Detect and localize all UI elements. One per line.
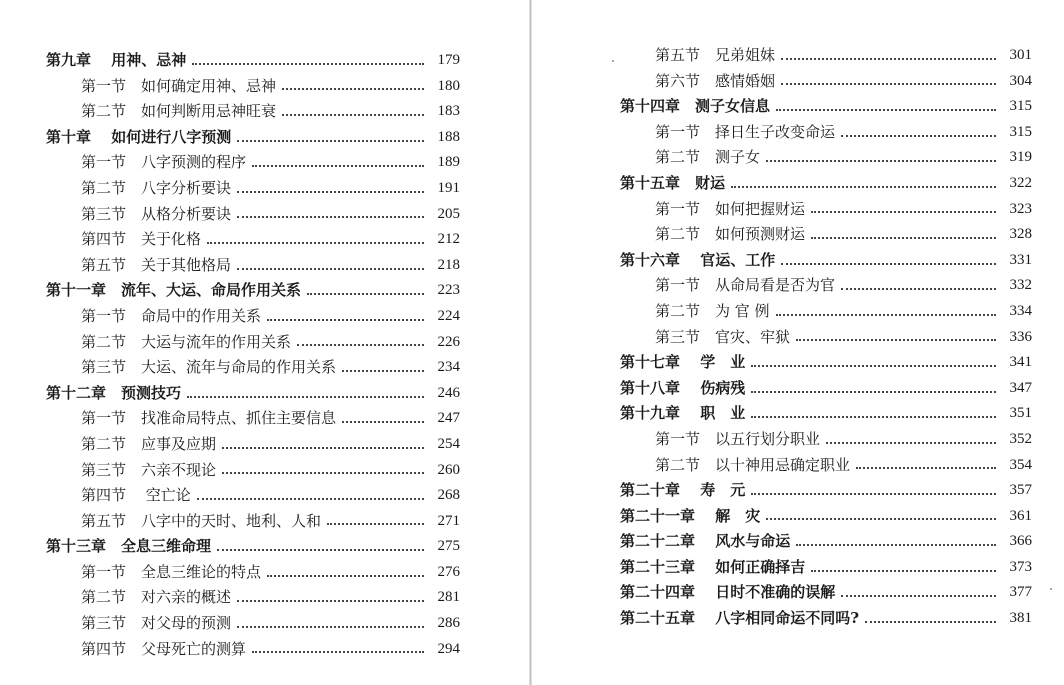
toc-page-number: 275 [437, 538, 460, 555]
toc-section-entry [620, 299, 1032, 325]
toc-section-entry [46, 304, 460, 330]
toc-page-number: 294 [437, 640, 460, 657]
toc-entry-title: 第四节 空亡论 [81, 486, 191, 505]
toc-page-number: 377 [1009, 584, 1032, 601]
toc-entry-title: 第一节 命局中的作用关系 [81, 306, 262, 325]
toc-entry-title: 第九章 用神、忌神 [46, 51, 187, 69]
dot-leader [222, 447, 424, 449]
dot-leader [766, 518, 996, 520]
toc-section-entry [46, 432, 460, 458]
toc-page-number: 212 [437, 231, 460, 248]
toc-entry-title: 第二节 为 官 例 [655, 301, 770, 320]
dot-leader [811, 570, 996, 572]
toc-section-entry [620, 197, 1032, 223]
toc-entry-title: 第四节 关于化格 [81, 230, 202, 249]
toc-entry-title: 第二十章 寿 元 [620, 481, 746, 500]
toc-section-entry [620, 453, 1032, 479]
toc-entry-title: 第十六章 官运、工作 [620, 250, 776, 269]
toc-section-entry [620, 325, 1032, 351]
dot-leader [237, 626, 424, 628]
toc-page-number: 347 [1009, 379, 1032, 396]
toc-page-number: 271 [437, 512, 460, 529]
dot-leader [776, 109, 996, 111]
toc-section-entry [620, 427, 1032, 453]
toc-page-number: 331 [1009, 251, 1032, 268]
toc-page-number: 315 [1009, 123, 1032, 140]
toc-page-number: 179 [437, 52, 460, 68]
toc-page-number: 226 [437, 333, 460, 350]
dot-leader [222, 472, 424, 474]
dot-leader [856, 467, 996, 469]
dot-leader [187, 396, 424, 398]
toc-section-entry [620, 145, 1032, 171]
toc-page-number: 334 [1009, 302, 1032, 319]
toc-page-number: 322 [1009, 174, 1032, 191]
toc-page-number: 286 [437, 615, 460, 632]
toc-chapter-entry [46, 534, 460, 560]
toc-entry-title: 第二十五章 八字相同命运不同吗? [620, 609, 860, 628]
toc-section-entry [620, 69, 1032, 95]
toc-list-right [620, 43, 1032, 632]
dot-leader [327, 523, 424, 525]
toc-section-entry [46, 253, 460, 279]
toc-page-number: 341 [1009, 354, 1032, 371]
toc-chapter-entry [620, 350, 1032, 376]
toc-section-entry [46, 176, 460, 202]
toc-page-number: 281 [437, 589, 460, 606]
dot-leader [297, 344, 424, 346]
toc-page-number: 361 [1009, 507, 1032, 524]
toc-chapter-entry [620, 401, 1032, 427]
toc-page-number: 332 [1009, 277, 1032, 294]
toc-page-number: 188 [437, 128, 460, 145]
toc-page-number: 247 [437, 410, 460, 427]
dot-leader [731, 186, 996, 188]
dot-leader [237, 268, 424, 270]
toc-section-entry [46, 458, 460, 484]
toc-entry-title: 第一节 择日生子改变命运 [655, 122, 836, 141]
toc-entry-title: 第二节 如何判断用忌神旺衰 [81, 102, 277, 121]
toc-page-number: 276 [437, 563, 460, 580]
toc-section-entry [46, 150, 460, 176]
toc-chapter-entry [620, 580, 1032, 606]
dot-leader [751, 391, 996, 393]
toc-entry-title: 第十九章 职 业 [620, 404, 746, 423]
toc-page-number: 189 [437, 154, 460, 171]
toc-page-number: 336 [1009, 328, 1032, 345]
toc-chapter-entry [620, 555, 1032, 581]
toc-section-entry [46, 330, 460, 356]
toc-entry-title: 第一节 如何确定用神、忌神 [81, 76, 277, 95]
toc-chapter-entry [620, 94, 1032, 120]
toc-entry-title: 第十章 如何进行八字预测 [46, 127, 232, 146]
toc-entry-title: 第一节 如何把握财运 [655, 199, 806, 218]
dot-leader [796, 544, 996, 546]
dot-leader [766, 160, 996, 162]
left-page [0, 0, 530, 685]
toc-entry-title: 第二十三章 如何正确择吉 [620, 557, 806, 576]
dot-leader [781, 263, 996, 265]
toc-chapter-entry [620, 504, 1032, 530]
toc-page-number: 254 [437, 435, 460, 452]
toc-page-number: 366 [1009, 533, 1032, 550]
toc-entry-title: 第三节 对父母的预测 [81, 614, 232, 633]
dot-leader [865, 621, 996, 623]
dot-leader [776, 314, 996, 316]
dot-leader [841, 135, 996, 137]
toc-chapter-entry [620, 376, 1032, 402]
toc-entry-title: 第十三章 全息三维命理 [46, 537, 212, 556]
toc-entry-title: 第十一章 流年、大运、命局作用关系 [46, 281, 302, 300]
dot-leader [217, 549, 424, 551]
toc-entry-title: 第二十二章 风水与命运 [620, 532, 791, 551]
toc-entry-title: 第二节 大运与流年的作用关系 [81, 332, 292, 351]
dot-leader [192, 63, 424, 65]
dot-leader [237, 140, 424, 142]
dot-leader [796, 339, 996, 341]
toc-entry-title: 第十八章 伤病残 [620, 378, 746, 397]
toc-page-number: 260 [437, 461, 460, 478]
toc-page-number: 354 [1009, 456, 1032, 473]
toc-page-number: 304 [1009, 72, 1032, 89]
toc-entry-title: 第一节 以五行划分职业 [655, 429, 821, 448]
toc-section-entry [46, 637, 460, 663]
dot-leader [252, 651, 424, 653]
dot-leader [267, 319, 424, 321]
right-page [534, 0, 1064, 685]
toc-list-left [46, 48, 460, 662]
dot-leader [252, 165, 424, 167]
dot-leader [237, 216, 424, 218]
toc-page-number: 191 [437, 179, 460, 196]
toc-section-entry [46, 99, 460, 125]
toc-entry-title: 第十七章 学 业 [620, 353, 746, 372]
book-gutter [529, 0, 532, 685]
toc-entry-title: 第一节 八字预测的程序 [81, 153, 247, 172]
toc-entry-title: 第十四章 测子女信息 [620, 97, 771, 116]
toc-entry-title: 第五节 八字中的天时、地利、人和 [81, 511, 322, 530]
toc-entry-title: 第一节 找准命局特点、抓住主要信息 [81, 409, 337, 428]
toc-page-number: 234 [437, 359, 460, 376]
toc-page-number: 328 [1009, 226, 1032, 243]
dot-leader [841, 595, 996, 597]
dot-leader [781, 58, 996, 60]
toc-page-number: 268 [437, 487, 460, 504]
toc-page-number: 381 [1009, 610, 1032, 627]
toc-entry-title: 第五节 关于其他格局 [81, 255, 232, 274]
dot-leader [282, 114, 424, 116]
toc-entry-title: 第三节 从格分析要诀 [81, 204, 232, 223]
toc-entry-title: 第二十一章 解 灾 [620, 506, 761, 525]
dot-leader [751, 365, 996, 367]
toc-page-number: 319 [1009, 149, 1032, 166]
dot-leader [781, 83, 996, 85]
toc-entry-title: 第二节 八字分析要诀 [81, 178, 232, 197]
toc-page-number: 352 [1009, 430, 1032, 447]
toc-section-entry [46, 227, 460, 253]
toc-entry-title: 第三节 大运、流年与命局的作用关系 [81, 358, 337, 377]
dot-leader [207, 242, 424, 244]
toc-chapter-entry [620, 478, 1032, 504]
toc-section-entry [620, 43, 1032, 69]
dot-leader [282, 88, 424, 90]
toc-entry-title: 第一节 从命局看是否为官 [655, 276, 836, 295]
toc-section-entry [620, 222, 1032, 248]
dot-leader [841, 288, 996, 290]
dot-leader [197, 498, 424, 500]
dot-leader [751, 416, 996, 418]
dot-leader [811, 211, 996, 213]
toc-chapter-entry [620, 171, 1032, 197]
scan-speck [612, 60, 614, 62]
toc-section-entry [46, 202, 460, 228]
toc-page-number: 205 [437, 205, 460, 222]
toc-entry-title: 第十五章 财运 [620, 173, 726, 192]
toc-entry-title: 第五节 兄弟姐妹 [655, 46, 776, 64]
toc-chapter-entry [46, 125, 460, 151]
toc-page-number: 180 [437, 77, 460, 94]
toc-page-number: 373 [1009, 558, 1032, 575]
toc-section-entry [46, 355, 460, 381]
toc-entry-title: 第四节 父母死亡的测算 [81, 639, 247, 658]
toc-entry-title: 第三节 六亲不现论 [81, 460, 217, 479]
toc-page-number: 323 [1009, 200, 1032, 217]
toc-page-number: 357 [1009, 482, 1032, 499]
dot-leader [811, 237, 996, 239]
toc-page-number: 315 [1009, 98, 1032, 115]
toc-entry-title: 第二节 如何预测财运 [655, 225, 806, 244]
dot-leader [751, 493, 996, 495]
toc-entry-title: 第二节 应事及应期 [81, 434, 217, 453]
toc-section-entry [46, 509, 460, 535]
toc-page-number: 218 [437, 256, 460, 273]
toc-section-entry [620, 273, 1032, 299]
toc-entry-title: 第二十四章 日时不准确的误解 [620, 583, 836, 602]
toc-page-number: 351 [1009, 405, 1032, 422]
dot-leader [237, 191, 424, 193]
toc-entry-title: 第一节 全息三维论的特点 [81, 562, 262, 581]
toc-page-number: 223 [437, 282, 460, 299]
toc-section-entry [46, 611, 460, 637]
toc-entry-title: 第二节 以十神用忌确定职业 [655, 455, 851, 474]
toc-page-number: 246 [437, 384, 460, 401]
toc-section-entry [46, 483, 460, 509]
toc-section-entry [46, 560, 460, 586]
dot-leader [342, 421, 424, 423]
toc-entry-title: 第十二章 预测技巧 [46, 383, 182, 402]
toc-entry-title: 第六节 感情婚姻 [655, 71, 776, 90]
scan-speck [1050, 588, 1052, 590]
toc-page-number: 301 [1009, 47, 1032, 63]
dot-leader [826, 442, 996, 444]
toc-section-entry [46, 585, 460, 611]
dot-leader [267, 575, 424, 577]
toc-chapter-entry [46, 381, 460, 407]
toc-chapter-entry [46, 48, 460, 74]
dot-leader [237, 600, 424, 602]
toc-chapter-entry [620, 529, 1032, 555]
toc-section-entry [620, 120, 1032, 146]
dot-leader [342, 370, 424, 372]
toc-entry-title: 第三节 官灾、牢狱 [655, 327, 791, 346]
toc-chapter-entry [46, 278, 460, 304]
toc-chapter-entry [620, 248, 1032, 274]
toc-section-entry [46, 74, 460, 100]
toc-entry-title: 第二节 测子女 [655, 148, 761, 167]
toc-chapter-entry [620, 606, 1032, 632]
toc-entry-title: 第二节 对六亲的概述 [81, 588, 232, 607]
toc-page-number: 183 [437, 103, 460, 120]
dot-leader [307, 293, 424, 295]
toc-section-entry [46, 406, 460, 432]
toc-page-number: 224 [437, 307, 460, 324]
